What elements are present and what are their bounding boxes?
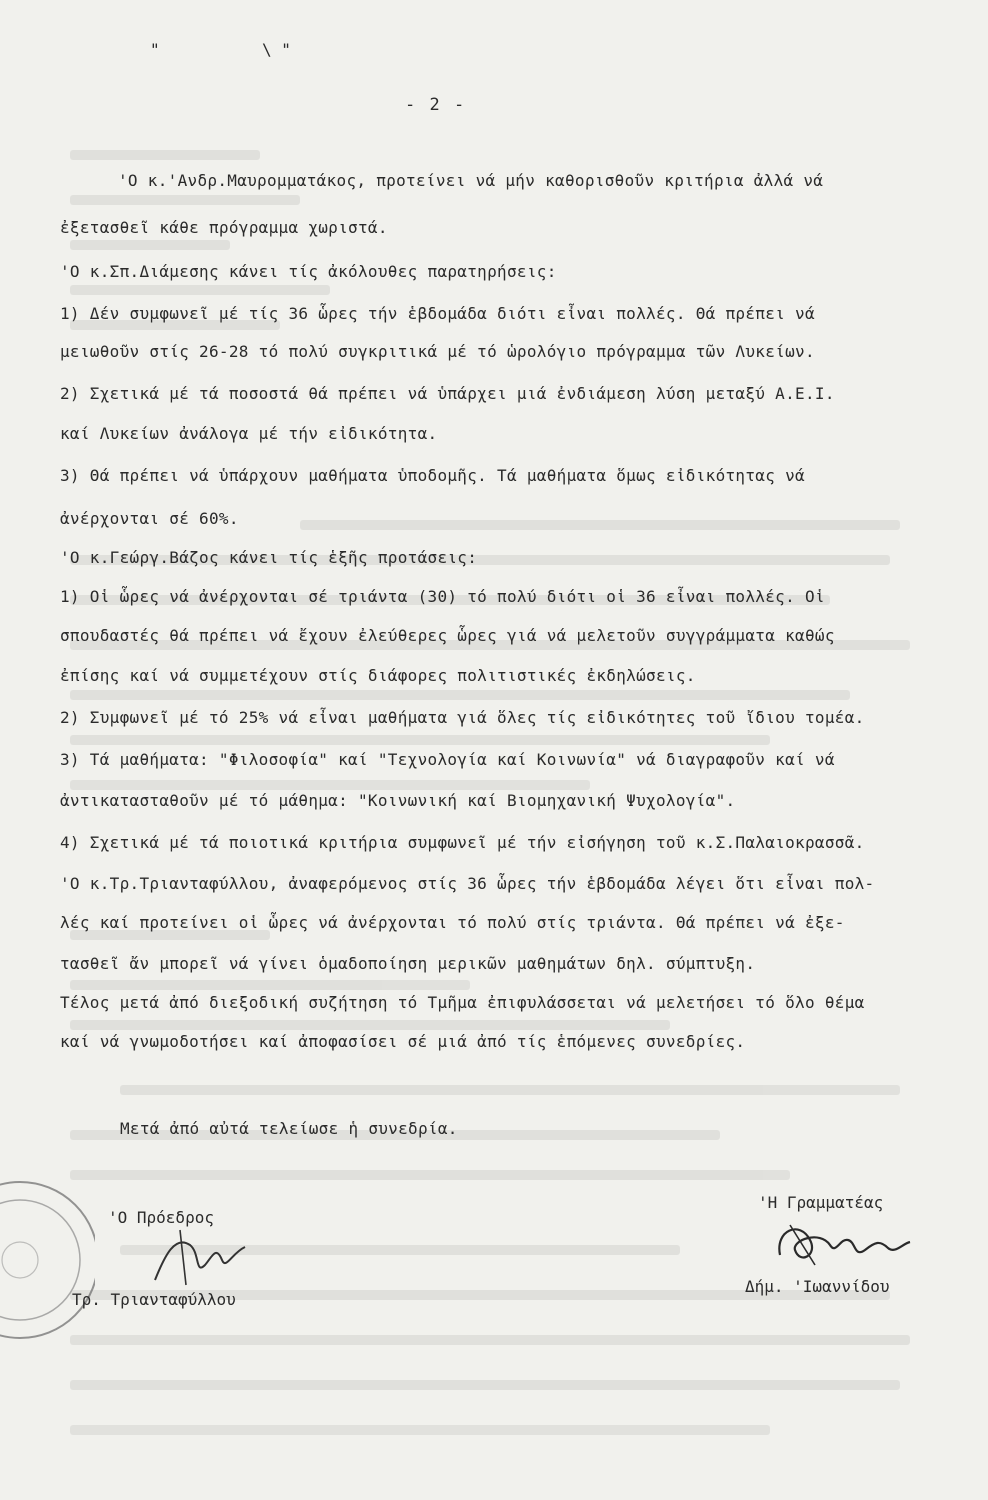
text-line: ἀνέρχονται σέ 60%. <box>60 509 239 528</box>
chairman-title: 'Ο Πρόεδρος <box>108 1208 214 1227</box>
text-line: 4) Σχετικά μέ τά ποιοτικά κριτήρια συμφωνεῖ μέ τήν εἰσήγηση τοῦ κ.Σ.Παλαιοκρασσᾶ. <box>60 833 865 852</box>
chairman-signature <box>150 1225 250 1295</box>
chairman-name: Τρ. Τριανταφύλλου <box>72 1290 236 1309</box>
text-line: 3) Θά πρέπει νά ὑπάρχουν μαθήματα ὑποδομῆς. Τά μαθήματα ὅμως εἰδικότητας νά <box>60 466 805 485</box>
text-line: 'Ο κ.Τρ.Τριανταφύλλου, ἀναφερόμενος στίς 36 ὧρες τήν ἑβδομάδα λέγει ὅτι εἶναι πολ- <box>60 874 875 893</box>
text-line: ἐπίσης καί νά συμμετέχουν στίς διάφορες πολιτιστικές ἐκδηλώσεις. <box>60 666 696 685</box>
text-line: τασθεῖ ἄν μπορεῖ νά γίνει ὁμαδοποίηση μερικῶν μαθημάτων δηλ. σύμπτυξη. <box>60 954 756 973</box>
header-mark-right: \ " <box>262 40 291 59</box>
text-line: 'Ο κ.Γεώργ.Βάζος κάνει τίς ἑξῆς προτάσεις: <box>60 548 478 567</box>
text-line: 1) Οἱ ὧρες νά ἀνέρχονται σέ τριάντα (30) τό πολύ διότι οἱ 36 εἶναι πολλές. Οἱ <box>60 587 825 606</box>
text-line: ἐξετασθεῖ κάθε πρόγραμμα χωριστά. <box>60 218 388 237</box>
header-mark-left: " <box>150 40 160 59</box>
text-line: σπουδαστές θά πρέπει νά ἔχουν ἐλεύθερες ὧρες γιά νά μελετοῦν συγγράμματα καθώς <box>60 626 835 645</box>
secretary-title: 'Η Γραμματέας <box>758 1193 884 1212</box>
text-line: 2) Συμφωνεῖ μέ τό 25% νά εἶναι μαθήματα γιά ὅλες τίς εἰδικότητες τοῦ ἴδιου τομέα. <box>60 708 865 727</box>
text-line: Τέλος μετά ἀπό διεξοδική συζήτηση τό Τμῆμα ἐπιφυλάσσεται νά μελετήσει τό ὅλο θέμα <box>60 993 865 1012</box>
secretary-signature <box>770 1210 920 1280</box>
text-line: 'Ο κ.Σπ.Διάμεσης κάνει τίς ἀκόλουθες παρατηρήσεις: <box>60 262 557 281</box>
secretary-name: Δήμ. 'Ιωαννίδου <box>745 1277 890 1296</box>
page-number: - 2 - <box>405 95 467 115</box>
text-line: 3) Τά μαθήματα: "Φιλοσοφία" καί "Τεχνολογία καί Κοινωνία" νά διαγραφοῦν καί νά <box>60 750 835 769</box>
text-line: 'Ο κ.'Ανδρ.Μαυρομματάκος, προτείνει νά μήν καθορισθοῦν κριτήρια ἀλλά νά <box>118 171 824 190</box>
text-line: καί Λυκείων ἀνάλογα μέ τήν εἰδικότητα. <box>60 424 438 443</box>
text-line: λές καί προτείνει οἱ ὧρες νά ἀνέρχονται τό πολύ στίς τριάντα. Θά πρέπει νά ἐξε- <box>60 913 845 932</box>
official-stamp <box>0 1165 95 1355</box>
text-line: 1) Δέν συμφωνεῖ μέ τίς 36 ὧρες τήν ἑβδομάδα διότι εἶναι πολλές. Θά πρέπει νά <box>60 304 815 323</box>
closing-line: Μετά ἀπό αὐτά τελείωσε ἡ συνεδρία. <box>120 1119 458 1138</box>
text-line: καί νά γνωμοδοτήσει καί ἀποφασίσει σέ μιά ἀπό τίς ἑπόμενες συνεδρίες. <box>60 1032 746 1051</box>
text-line: 2) Σχετικά μέ τά ποσοστά θά πρέπει νά ὑπάρχει μιά ἐνδιάμεση λύση μεταξύ Α.Ε.Ι. <box>60 384 835 403</box>
text-line: μειωθοῦν στίς 26-28 τό πολύ συγκριτικά μέ τό ὡρολόγιο πρόγραμμα τῶν Λυκείων. <box>60 342 815 361</box>
text-line: ἀντικατασταθοῦν μέ τό μάθημα: "Κοινωνική καί Βιομηχανική Ψυχολογία". <box>60 791 736 810</box>
